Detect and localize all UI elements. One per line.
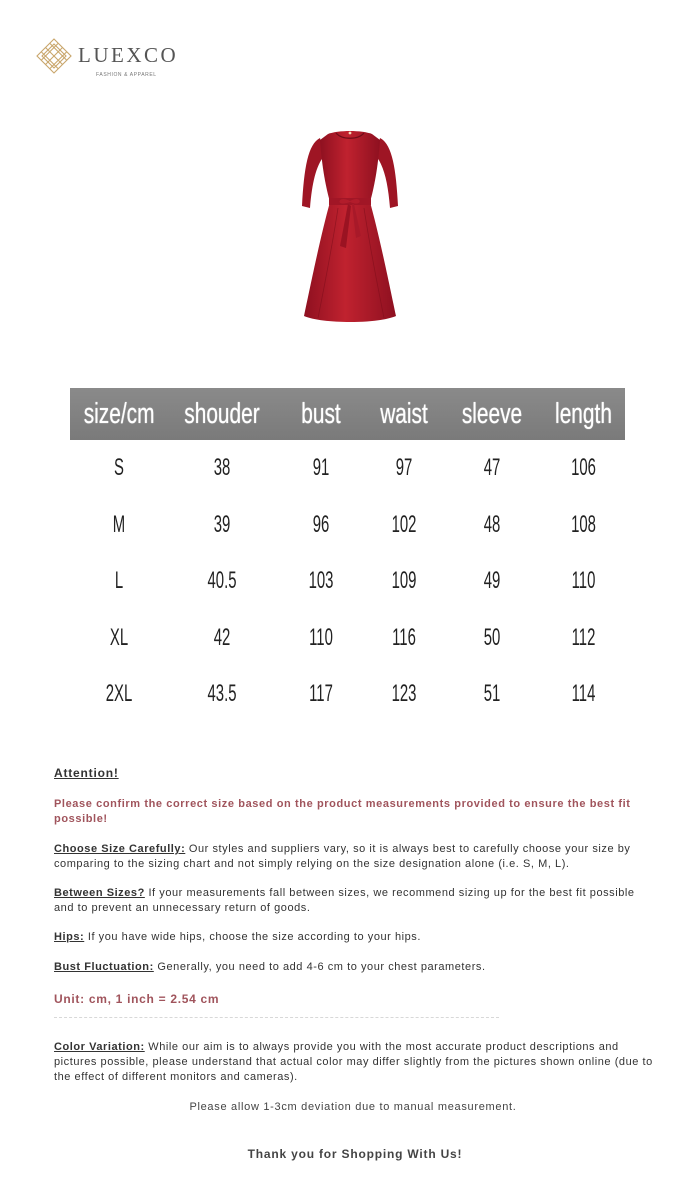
header-size: size/cm: [83, 397, 155, 430]
deviation-note: Please allow 1-3cm deviation due to manual measurement.: [189, 1101, 517, 1113]
header-shoulder: shouder: [184, 397, 260, 430]
table-cell: 106: [571, 454, 596, 482]
table-cell: 91: [312, 454, 330, 482]
table-row: [70, 440, 625, 497]
hips-label: Hips:: [54, 931, 85, 943]
between-sizes-paragraph: [54, 886, 658, 916]
table-cell: 112: [571, 623, 596, 651]
table-cell: 48: [483, 510, 501, 538]
table-cell: 110: [571, 567, 596, 595]
header-bust: bust: [301, 397, 341, 430]
size-chart: [70, 388, 625, 723]
between-sizes-text: If your measurements fall between sizes, we recommend sizing up for the best fit possible and to prevent an unnecessary return of goods.: [54, 887, 635, 914]
header-waist: waist: [380, 397, 428, 430]
hips-text: If you have wide hips, choose the size according to your hips.: [84, 931, 421, 943]
table-cell: 108: [571, 510, 596, 538]
divider: [54, 1017, 499, 1018]
between-sizes-label: Between Sizes?: [54, 887, 145, 899]
choose-size-text: Our styles and suppliers vary, so it is always best to carefully choose your size by comparing to the sizing chart and not simply relying on the size designation alone (i.e. S, M, L).: [54, 843, 631, 870]
table-cell: 109: [391, 567, 417, 595]
table-cell: M: [112, 510, 126, 538]
table-cell: 42: [213, 623, 231, 651]
table-cell: 49: [483, 567, 501, 595]
diamond-lattice-icon: [36, 38, 72, 74]
table-cell: S: [114, 454, 124, 482]
hips-paragraph: [54, 930, 658, 945]
table-cell: 40.5: [207, 567, 237, 595]
size-chart-header: [70, 388, 625, 440]
brand-tagline: FASHION & APPAREL: [96, 72, 157, 78]
brand-name: LUEXCO: [78, 43, 179, 67]
table-cell: 103: [308, 567, 334, 595]
table-cell: 50: [483, 623, 501, 651]
color-variation-paragraph: [54, 1040, 658, 1085]
color-variation-label: Color Variation:: [54, 1041, 145, 1053]
choose-size-label: Choose Size Carefully:: [54, 843, 186, 855]
table-cell: 2XL: [105, 680, 133, 708]
table-cell: L: [114, 567, 124, 595]
red-dress-image: [298, 128, 402, 328]
header-sleeve: sleeve: [461, 397, 523, 430]
table-cell: 39: [213, 510, 231, 538]
table-cell: 123: [391, 680, 417, 708]
table-cell: 96: [312, 510, 330, 538]
header-length: length: [555, 397, 612, 430]
table-cell: 47: [483, 454, 501, 482]
thank-you-message: Thank you for Shopping With Us!: [247, 1147, 463, 1161]
bust-fluctuation-label: Bust Fluctuation:: [54, 961, 154, 973]
table-row: [70, 553, 625, 610]
table-row: [70, 666, 625, 723]
unit-note: Unit: cm, 1 inch = 2.54 cm: [54, 992, 220, 1006]
table-cell: XL: [109, 623, 129, 651]
bust-fluctuation-paragraph: [54, 960, 658, 975]
table-cell: 117: [309, 680, 333, 708]
brand-logo: [36, 38, 186, 82]
table-cell: 102: [391, 510, 417, 538]
table-cell: 43.5: [207, 680, 237, 708]
table-cell: 110: [309, 623, 333, 651]
table-cell: 51: [483, 680, 501, 708]
bust-fluctuation-text: Generally, you need to add 4-6 cm to your chest parameters.: [153, 961, 486, 973]
table-cell: 116: [392, 623, 416, 651]
table-cell: 38: [213, 454, 231, 482]
table-row: [70, 497, 625, 554]
attention-heading: Attention!: [54, 766, 119, 780]
table-cell: 97: [395, 454, 413, 482]
choose-size-paragraph: [54, 842, 658, 872]
table-cell: 114: [571, 680, 596, 708]
table-row: [70, 610, 625, 667]
color-variation-text: While our aim is to always provide you with the most accurate product descriptions and pictures possible, please understand that actual color may differ slightly from the pictures shown online (due to the effect of different monitors and cameras).: [54, 1041, 653, 1083]
confirm-size-note: Please confirm the correct size based on the product measurements provided to ensure the best fit possible!: [54, 798, 631, 825]
